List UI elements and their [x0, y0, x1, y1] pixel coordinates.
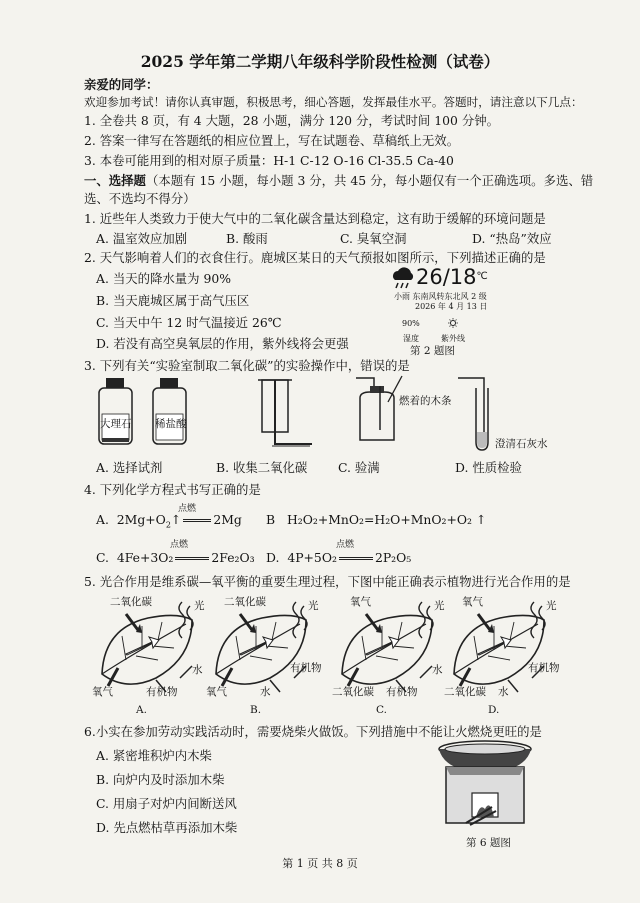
gas-bottle-icon	[348, 376, 418, 456]
q3-option-a: A. 选择试剂	[96, 460, 163, 475]
q5-panel-letter: A.	[136, 704, 147, 716]
q5-label-bottom-mid: 水	[260, 686, 271, 698]
q2-figure-caption: 第 2 题图	[410, 345, 455, 357]
weather-desc: 小雨 东南风转东北风 2 级	[394, 292, 487, 301]
q1-option-a: A. 温室效应加剧	[96, 231, 188, 246]
q3-option-d: D. 性质检验	[455, 460, 522, 475]
q5-label-bottom-left: 氧气	[92, 686, 113, 698]
q6-option-c: C. 用扇子对炉内间断送风	[96, 796, 237, 811]
greeting: 亲爱的同学：	[84, 77, 159, 92]
q5-label-top: 氧气	[462, 596, 483, 608]
q5-stem: 5. 光合作用是维系碳—氧平衡的重要生理过程，下图中能正确表示植物进行光合作用的是	[84, 574, 571, 589]
uv-label: 紫外线	[441, 334, 465, 343]
leaf-diagram-icon	[210, 596, 320, 696]
leaf-diagram-icon	[96, 596, 206, 696]
note-3: 3. 本卷可能用到的相对原子质量：H-1 C-12 O-16 Cl-35.5 Ca-40	[84, 153, 454, 168]
q4-a-condition: 点燃	[178, 504, 197, 514]
q1-option-c: C. 臭氧空洞	[340, 231, 407, 246]
q4-option-b: B H₂O₂+MnO₂=H₂O+MnO₂+O₂ ↑	[266, 512, 487, 527]
q1-stem: 1. 近些年人类致力于使大气中的二氧化碳含量达到稳定，这有助于缓解的环境问题是	[84, 211, 546, 226]
q6-option-b: B. 向炉内及时添加木柴	[96, 772, 225, 787]
q4-option-c: C. 4Fe+3O₂ 2Fe₂O₃	[96, 550, 255, 565]
q2-option-a: A. 当天的降水量为 90%	[96, 271, 232, 286]
q3-stem: 3. 下列有关“实验室制取二氧化碳”的实验操作中，错误的是	[84, 358, 410, 373]
note-1: 1. 全卷共 8 页，有 4 大题，28 小题，满分 120 分，考试时间 100 分钟。	[84, 113, 500, 128]
weather-temp: 26/18℃	[416, 265, 488, 289]
q2-option-b: B. 当天鹿城区属于高气压区	[96, 293, 250, 308]
q2-option-c: C. 当天中午 12 时气温接近 26℃	[96, 315, 282, 330]
acid-label: 稀盐酸	[155, 418, 187, 430]
q4-option-a: A. $2Mg+O_2↑$ 2Mg	[96, 512, 242, 530]
leaf-diagram-icon	[448, 596, 558, 696]
q3-option-b: B. 收集二氧化碳	[216, 460, 308, 475]
limewater-label: 澄清石灰水	[495, 438, 548, 450]
exam-title: 2025 学年第二学期八年级科学阶段性检测（试卷）	[140, 52, 500, 71]
q4-c-condition: 点燃	[170, 540, 189, 550]
section-desc-2: 选、不选均不得分）	[84, 191, 196, 206]
note-2: 2. 答案一律写在答题纸的相应位置上，写在试题卷、草稿纸上无效。	[84, 133, 460, 148]
q5-label-light: 光	[308, 600, 319, 612]
humidity-label: 湿度	[403, 334, 419, 343]
q6-figure-caption: 第 6 题图	[466, 837, 511, 849]
q5-panel-letter: B.	[250, 704, 262, 716]
q5-label-light: 光	[434, 600, 445, 612]
q5-label-water: 水	[192, 664, 203, 676]
leaf-diagram-icon	[336, 596, 446, 696]
q2-option-d: D. 若没有高空臭氧层的作用，紫外线将会更强	[96, 336, 349, 351]
q5-label-bottom-mid: 有机物	[146, 686, 178, 698]
sun-icon	[448, 318, 458, 328]
q1-option-b: B. 酸雨	[226, 231, 268, 246]
section-desc	[84, 173, 593, 189]
q5-label-top: 二氧化碳	[110, 596, 152, 608]
stove-wok-icon	[430, 737, 540, 837]
section-heading: 一、选择题	[84, 173, 146, 188]
q5-label-bottom-left: 氧气	[206, 686, 227, 698]
marble-label: 大理石	[100, 418, 132, 430]
page-number: 第 1 页 共 8 页	[282, 857, 358, 870]
q3-figure-b-gas-jar	[250, 376, 320, 456]
q5-label-right: 有机物	[528, 662, 560, 674]
q5-label-bottom-mid: 有机物	[386, 686, 418, 698]
q5-label-top: 氧气	[350, 596, 371, 608]
burning-stick-label: 燃着的木条	[399, 395, 452, 407]
q3-option-c: C. 验满	[338, 460, 380, 475]
q5-panel-letter: D.	[488, 704, 500, 716]
q5-panel-letter: C.	[376, 704, 387, 716]
q5-label-right: 有机物	[290, 662, 322, 674]
q6-option-d: D. 先点燃枯草再添加木柴	[96, 820, 238, 835]
q6-option-a: A. 紧密堆积炉内木柴	[96, 748, 212, 763]
section-desc-1: （本题有 15 小题，每小题 3 分，共 45 分，每小题仅有一个正确选项。多选、错	[145, 173, 594, 188]
weather-date: 2026 年 4 月 13 日	[415, 302, 488, 311]
rain-cloud-icon	[390, 266, 416, 290]
q6-stem: 6.小实在参加劳动实践活动时，需要烧柴火做饭。下列措施中不能让火燃烧更旺的是	[84, 724, 542, 739]
humidity-value: 90%	[402, 319, 420, 328]
q1-option-d: D. “热岛”效应	[472, 231, 552, 246]
q5-label-water: 水	[432, 664, 443, 676]
q5-label-light: 光	[546, 600, 557, 612]
welcome-text: 欢迎参加考试！请你认真审题，积极思考，细心答题，发挥最佳水平。答题时，请注意以下几点：	[84, 95, 583, 109]
q5-label-bottom-left: 二氧化碳	[444, 686, 486, 698]
q4-d-condition: 点燃	[336, 540, 355, 550]
q4-stem: 4. 下列化学方程式书写正确的是	[84, 482, 261, 497]
q5-label-bottom-mid: 水	[498, 686, 509, 698]
q5-label-top: 二氧化碳	[224, 596, 266, 608]
q5-label-bottom-left: 二氧化碳	[332, 686, 374, 698]
q4-option-d: D. 4P+5O₂ 2P₂O₅	[266, 550, 412, 565]
q2-stem: 2. 天气影响着人们的衣食住行。鹿城区某日的天气预报如图所示，下列描述正确的是	[84, 250, 546, 265]
q5-label-light: 光	[194, 600, 205, 612]
